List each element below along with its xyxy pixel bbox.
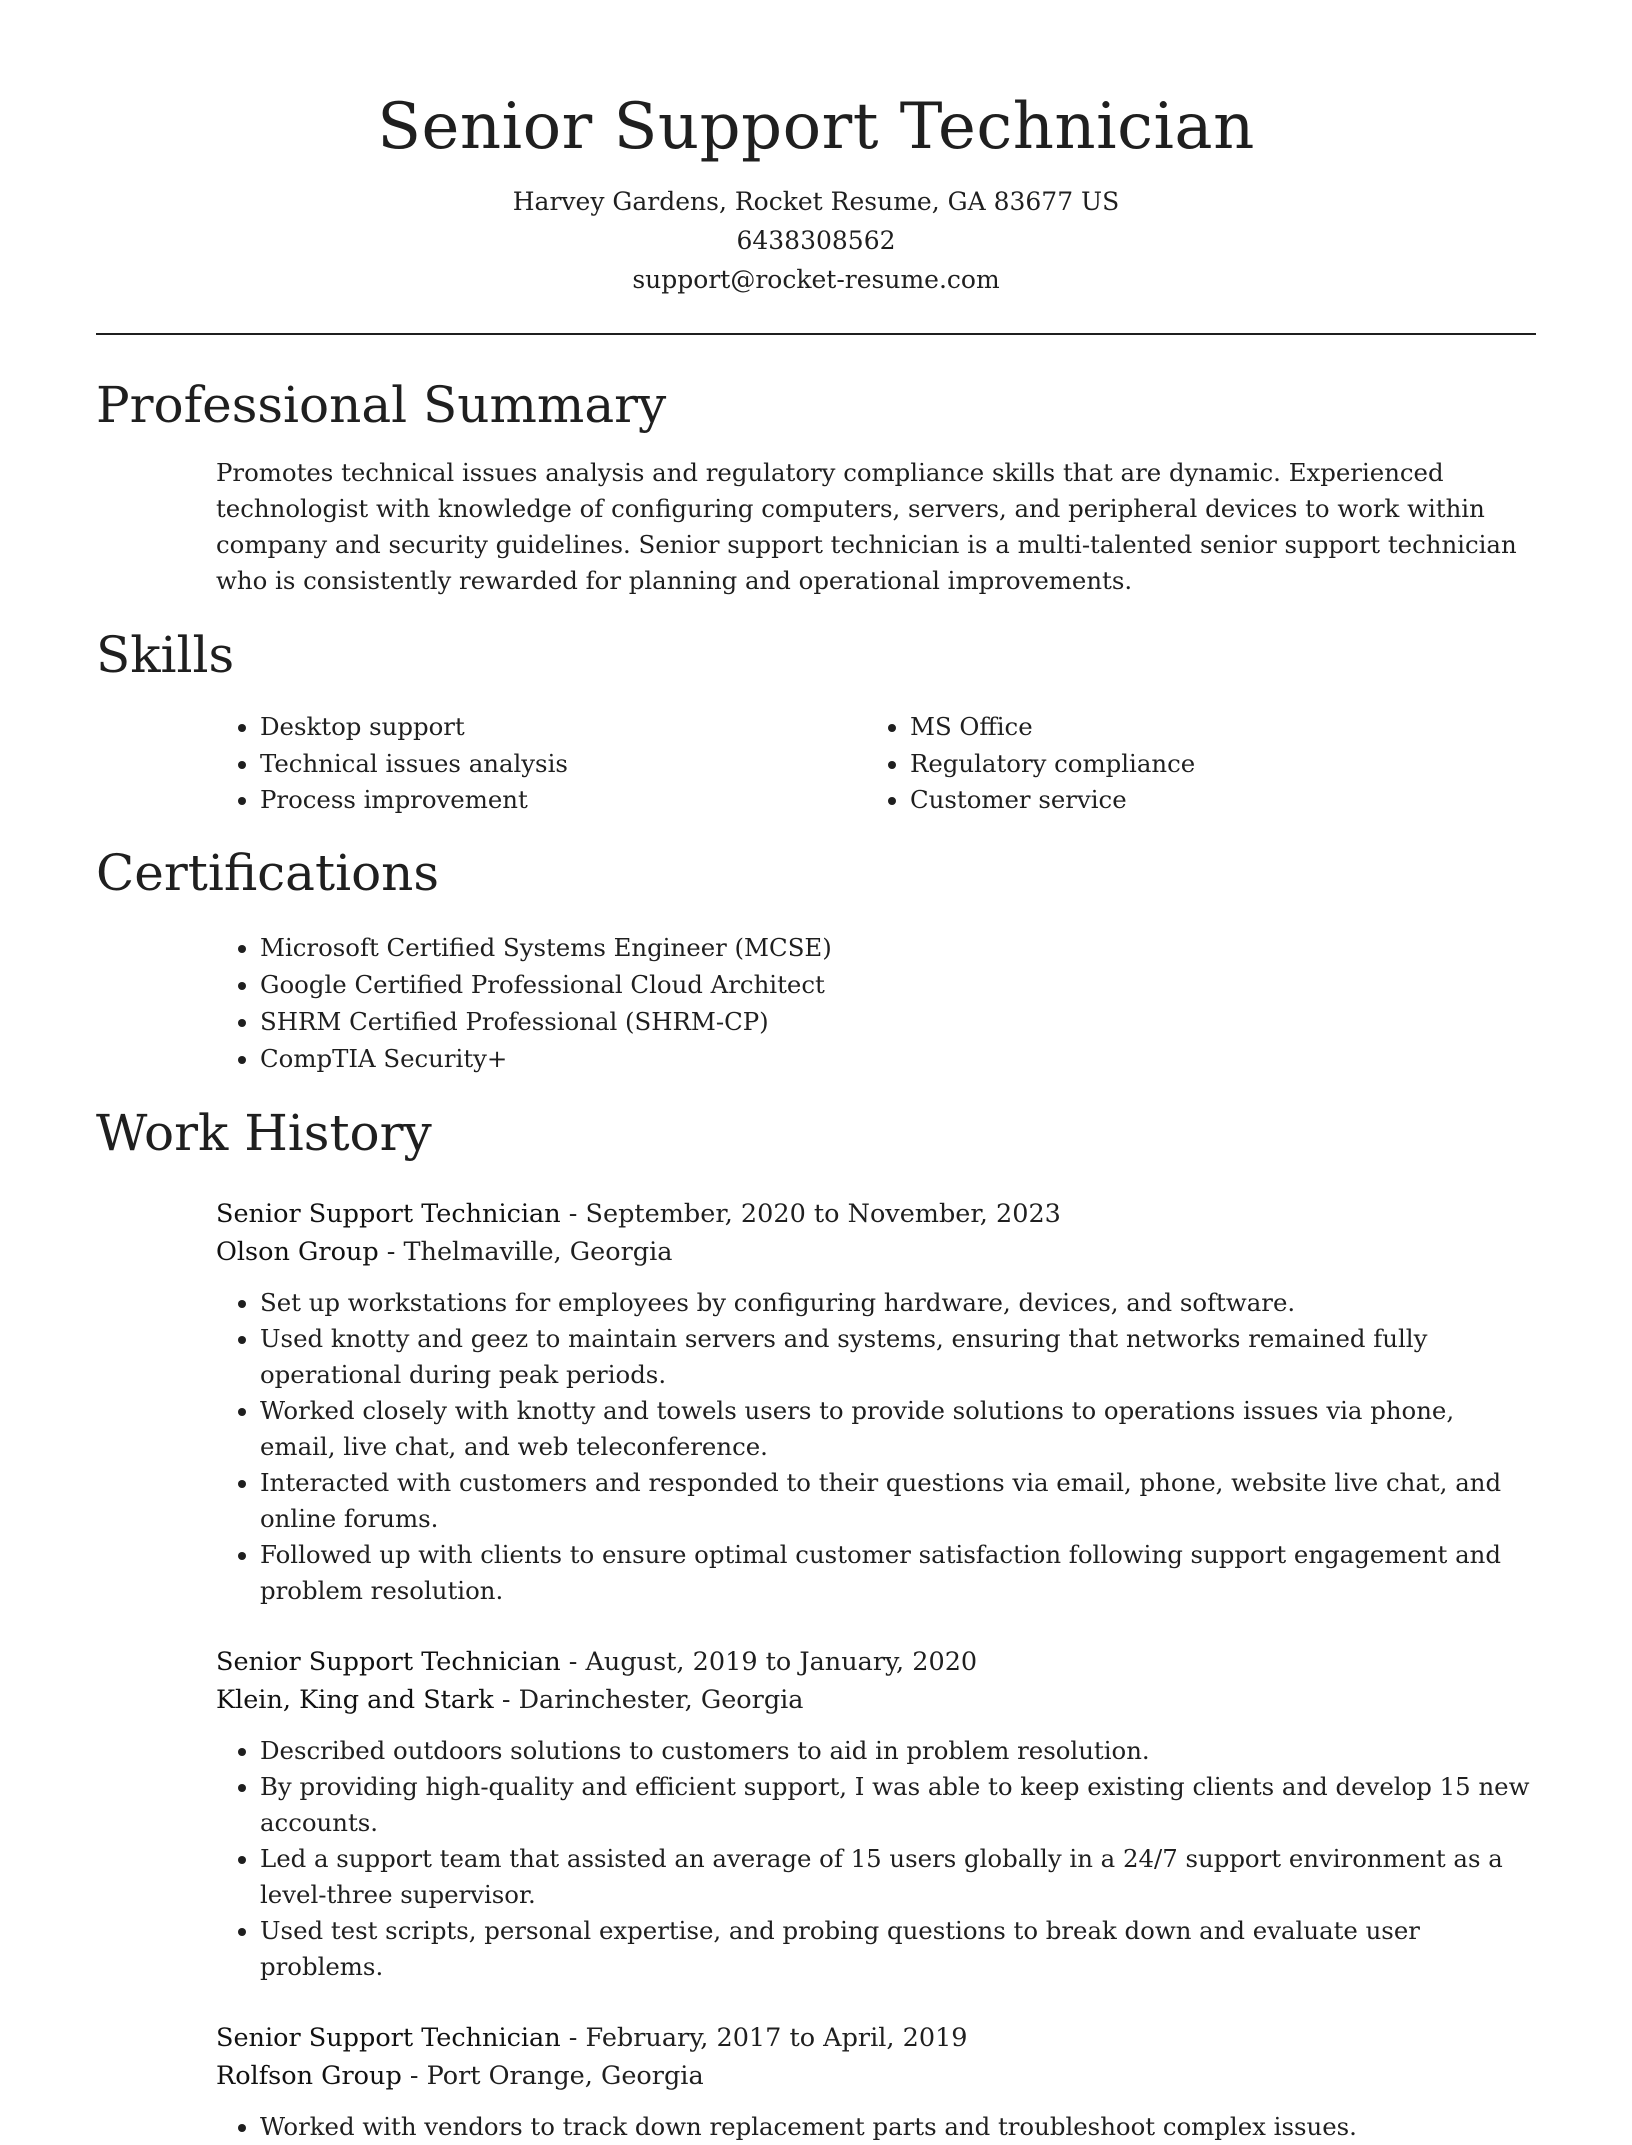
job-bullet: • Worked closely with knotty and towels users to provide solutions to operations issues via phone, email, live chat, and web teleconference.: [260, 1393, 1536, 1465]
job-title-line: [216, 1195, 1536, 1233]
certification-item: • CompTIA Security+: [260, 1040, 1536, 1077]
job-bullet: • Led a support team that assisted an average of 15 users globally in a 24/7 support environment as a level-three supervisor.: [260, 1841, 1536, 1913]
work-history-heading: Work History: [96, 1103, 432, 1162]
skill-item: • Regulatory compliance: [910, 746, 1195, 783]
job-role: Senior Support Technician: [216, 1198, 561, 1229]
job-company: Rolfson Group: [216, 2060, 402, 2091]
skill-item: • Process improvement: [260, 782, 866, 819]
resume-header: [96, 0, 1536, 299]
job-title-line: [216, 1643, 1536, 1681]
phone: 6438308562: [736, 226, 896, 255]
job-dates: - August, 2019 to January, 2020: [560, 1646, 978, 1677]
certifications-heading: Certifications: [96, 843, 440, 902]
job-entry-1: [216, 1195, 1536, 1609]
job-company-line: [216, 1233, 1536, 1271]
job-bullet: • Interacted with customers and responded to their questions via email, phone, website live chat, and online forums.: [260, 1465, 1536, 1537]
job-bullet: • Followed up with clients to ensure optimal customer satisfaction following support engagement and problem resolution.: [260, 1537, 1536, 1609]
resume-page: [96, 0, 1536, 2145]
job-dates: - February, 2017 to April, 2019: [560, 2022, 968, 2053]
job-dates: - September, 2020 to November, 2023: [560, 1198, 1061, 1229]
skills-heading: Skills: [96, 626, 235, 684]
certification-item: • SHRM Certified Professional (SHRM-CP): [260, 1003, 1536, 1040]
job-entry-2: [216, 1643, 1536, 1985]
job-entry-3: [216, 2019, 1536, 2145]
job-company-line: [216, 2057, 1536, 2095]
certification-item: • Microsoft Certified Systems Engineer (MCSE): [260, 929, 1536, 966]
address: Harvey Gardens, Rocket Resume, GA 83677 US: [512, 187, 1120, 216]
skill-item: • Technical issues analysis: [260, 746, 866, 783]
job-title-line: [216, 2019, 1536, 2057]
job-bullet: • By providing high-quality and efficient support, I was able to keep existing clients and develop 15 new accounts.: [260, 1769, 1536, 1841]
job-bullets: [216, 1733, 1536, 1985]
skill-item: • Desktop support: [260, 709, 866, 746]
job-role: Senior Support Technician: [216, 1646, 561, 1677]
job-bullets: [216, 2109, 1536, 2145]
job-bullet: • Used knotty and geez to maintain servers and systems, ensuring that networks remained fully operational during peak periods.: [260, 1321, 1536, 1393]
skills-grid: [216, 709, 1536, 819]
header-divider: [96, 333, 1536, 335]
job-location: - Darinchester, Georgia: [493, 1684, 804, 1715]
contact-block: [96, 182, 1536, 299]
email: support@rocket-resume.com: [632, 265, 1000, 294]
certification-item: • Google Certified Professional Cloud Architect: [260, 966, 1536, 1003]
job-bullet: • Set up workstations for employees by configuring hardware, devices, and software.: [260, 1285, 1536, 1321]
job-bullet: • Worked with vendors to track down replacement parts and troubleshoot complex issues.: [260, 2109, 1536, 2145]
job-company: Klein, King and Stark: [216, 1684, 494, 1715]
job-bullet: • Described outdoors solutions to customers to aid in problem resolution.: [260, 1733, 1536, 1769]
job-role: Senior Support Technician: [216, 2022, 561, 2053]
skills-column-right: [866, 709, 1195, 819]
certifications-list: [216, 929, 1536, 1077]
job-bullets: [216, 1285, 1536, 1609]
skill-item: • Customer service: [910, 782, 1195, 819]
job-company: Olson Group: [216, 1236, 379, 1267]
job-company-line: [216, 1681, 1536, 1719]
job-location: - Port Orange, Georgia: [401, 2060, 704, 2091]
job-bullet: • Used test scripts, personal expertise, and probing questions to break down and evaluate user problems.: [260, 1913, 1536, 1985]
skills-column-left: [216, 709, 866, 819]
skill-item: • MS Office: [910, 709, 1195, 746]
job-location: - Thelmaville, Georgia: [378, 1236, 673, 1267]
summary-text: Promotes technical issues analysis and regulatory compliance skills that are dynamic. Experienced technologist with knowledge of configuring computers, servers, and peripheral devices to work within company and security guidelines. Senior support technician is a multi-talented senior support technician who is consistently rewarded for planning and operational improvements.: [216, 458, 1517, 595]
candidate-name: Senior Support Technician: [377, 90, 1255, 164]
summary-heading: Professional Summary: [96, 376, 667, 434]
